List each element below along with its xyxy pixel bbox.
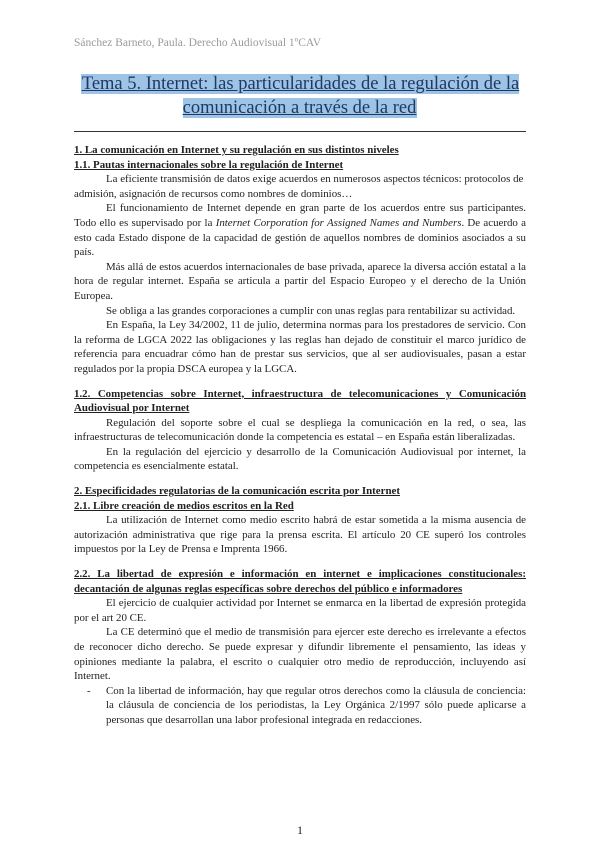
section-1-1-heading: 1.1. Pautas internacionales sobre la regulación de Internet (74, 158, 344, 171)
section-2-heading: 2. Especificidades regulatorias de la comunicación escrita por Internet (74, 485, 400, 498)
section-1-1-paragraph-1: La eficiente transmisión de datos exige acuerdos en numerosos aspectos técnicos: protocolos de admisión, asignación de recursos como nombres de dominios… (74, 173, 524, 200)
paragraph-text: . De acuerdo a esto cada Estado dispone de la capacidad de gestión de aquellos nombres de dominios asociados a su país. (74, 216, 526, 259)
page-header: Sánchez Barneto, Paula. Derecho Audiovisual 1ºCAV (74, 37, 322, 49)
section-1-1-paragraph-5: En España, la Ley 34/2002, 11 de julio, determina normas para los prestadores de servicio. Con la reforma de LGCA 2022 las obligaciones y las reglas han dejado de constituir el marco jurídico de referencia para encuadrar cómo han de prestar sus servicios, que al ser audiovisuales, pasan a estar regulados por la propia DSCA europea y la LGCA. (74, 319, 526, 375)
section-2-2-paragraph-2: La CE determinó que el medio de transmisión para ejercer este derecho es irrelevante a efectos de reconocer dicho derecho. Se puede expresar y difundir libremente el pensamiento, las ideas y opiniones mediante la palabra, el escrito o cualquier otro medio de reproducción, incluyendo así Internet. (74, 626, 526, 683)
organization-name: Internet Corporation for Assigned Names and Numbers (215, 216, 462, 229)
section-1-2-heading: 1.2. Competencias sobre Internet, infraestructura de telecomunicaciones y Comunicación Audiovisual por Internet (74, 387, 526, 415)
document-title (74, 72, 526, 120)
bullet-item (74, 684, 526, 728)
section-1-1-paragraph-2 (74, 201, 526, 259)
page-number: 1 (297, 823, 303, 837)
paragraph-text: El funcionamiento de Internet depende en gran parte de los acuerdos entre sus participantes. Todo ello es supervisado por la (74, 202, 526, 229)
document-body (74, 143, 526, 728)
bullet-text: Con la libertad de información, hay que regular otros derechos como la cláusula de conciencia: la cláusula de conciencia de los periodistas, la Ley Orgánica 2/1997 sólo puede aplicarse a personas que desarrollan una labor profesional integrada en redacciones. (106, 684, 526, 726)
section-2-1-heading: 2.1. Libre creación de medios escritos en la Red (74, 499, 294, 512)
section-1-1-paragraph-3: Más allá de estos acuerdos internacionales de base privada, aparece la diversa acción estatal a la hora de regular internet. España se articula a partir del Espacio Europeo y el derecho de la Unión Europea. (74, 260, 526, 302)
section-2-1-paragraph-1: La utilización de Internet como medio escrito habrá de estar sometida a la misma ausencia de autorización administrativa que rige para la prensa escrita. El artículo 20 CE superó los controles impuestos por la Ley de Prensa e Imprenta 1966. (74, 514, 526, 556)
section-1-heading: 1. La comunicación en Internet y su regulación en sus distintos niveles (74, 144, 399, 156)
title-divider (74, 131, 526, 132)
section-1-1-paragraph-4: Se obliga a las grandes corporaciones a cumplir con unas reglas para rentabilizar su actividad. (106, 304, 516, 317)
section-1-2-paragraph-2: En la regulación del ejercicio y desarrollo de la Comunicación Audiovisual por internet, la competencia es esencialmente estatal. (74, 445, 526, 473)
section-2-2-heading: 2.2. La libertad de expresión e información en internet e implicaciones constitucionales: decantación de algunas reglas específicas sobre derechos del público e informadores (74, 568, 526, 595)
section-1-2-paragraph-1: Regulación del soporte sobre el cual se despliega la comunicación en la red, o sea, las infraestructuras de telecomunicación donde la competencia es estatal – en España están liberalizadas. (74, 416, 526, 444)
document-title-text: Tema 5. Internet: las particularidades de la regulación de la comunicación a través de la red (81, 74, 520, 118)
section-2-2-paragraph-1: El ejercicio de cualquier actividad por Internet se enmarca en la libertad de expresión protegida por el art 20 CE. (74, 597, 526, 624)
bullet-dash: - (87, 684, 91, 697)
